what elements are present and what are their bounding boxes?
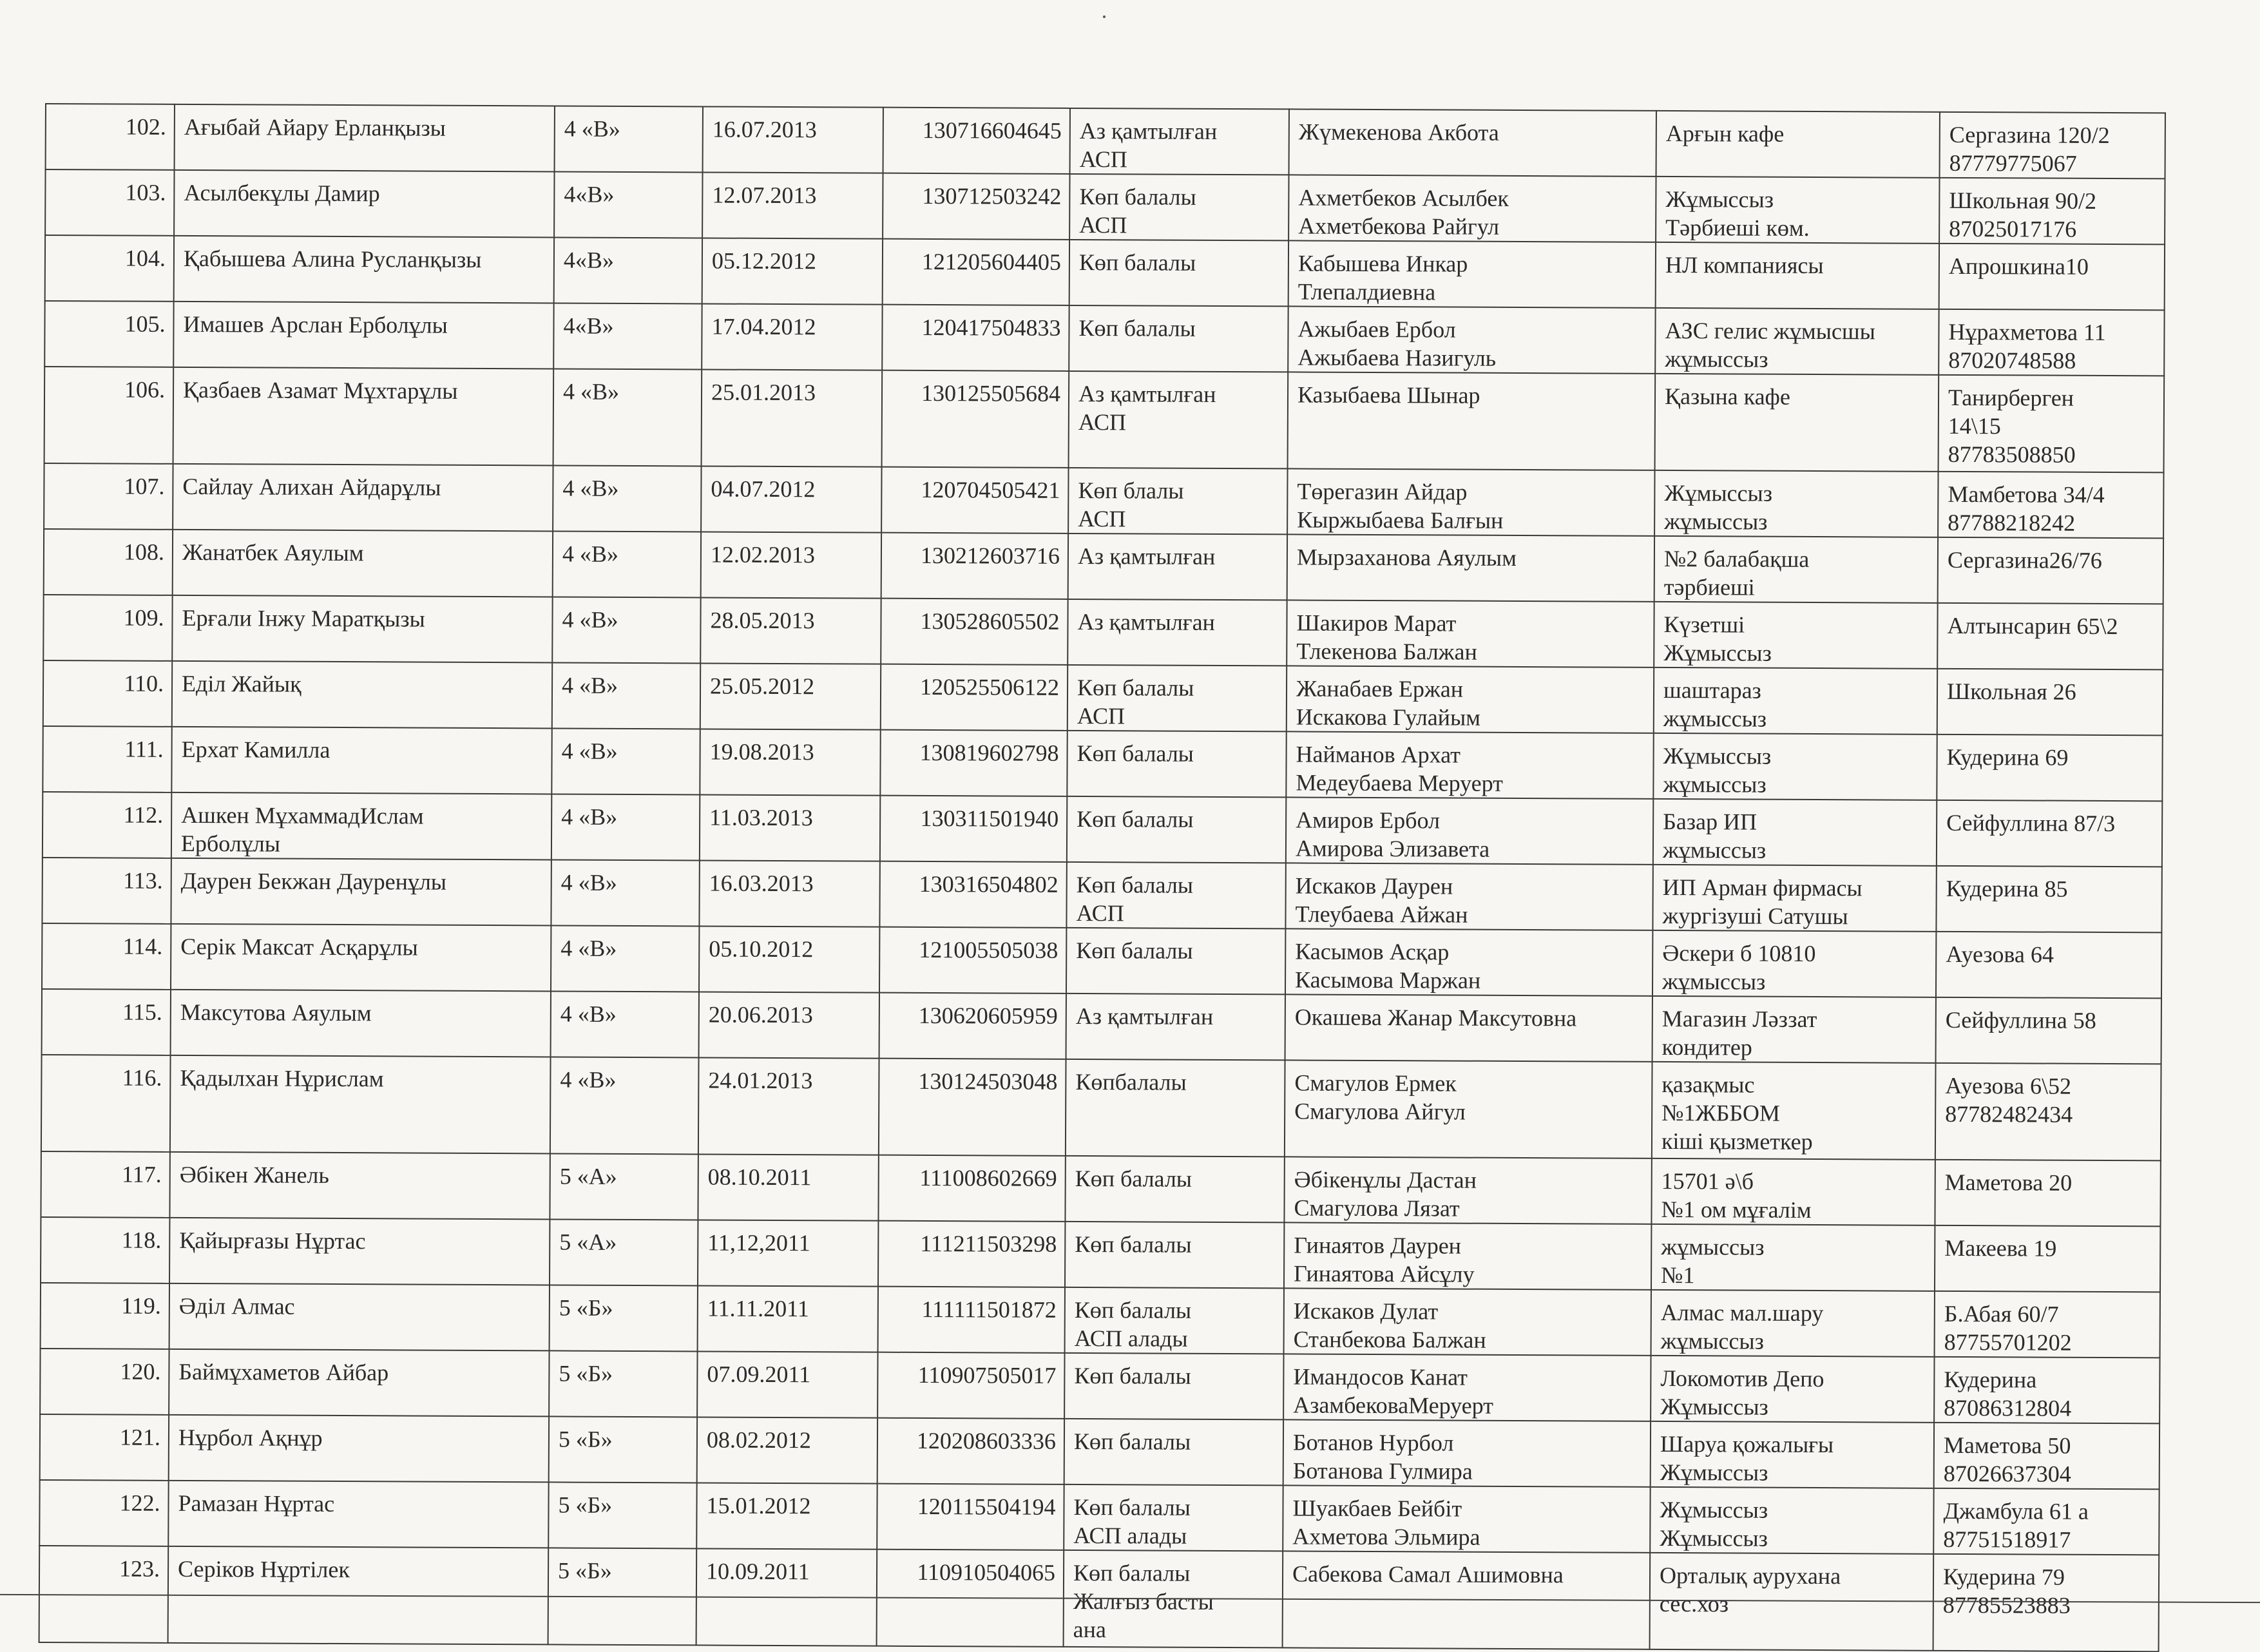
birth-date-cell: 11.03.2013 [700,794,880,861]
parents-names-cell: Касымов Асқар Касымова Маржан [1285,928,1652,995]
row-number-cell: 104. [45,235,174,302]
address-phone-cell: Маметова 50 87026637304 [1934,1423,2159,1490]
student-name-cell: Қазбаев Азамат Мұхтарұлы [173,367,554,466]
family-category-cell: Көп балалы Жалғыз басты ана [1064,1550,1283,1647]
parents-workplace-cell: Әскери б 10810 жұмыссыз [1652,930,1936,997]
table-row [42,923,2161,998]
parents-workplace-cell: Шаруа қожалығы Жұмыссыз [1651,1421,1934,1488]
parents-workplace-cell: Жұмыссыз Жұмыссыз [1650,1487,1933,1554]
row-number-cell: 112. [43,792,171,858]
family-category-cell: Көпбалалы [1066,1059,1285,1157]
student-name-cell: Ашкен МұхаммадИслам Ерболұлы [171,792,551,860]
parents-workplace-cell: Жұмыссыз жұмыссыз [1653,733,1937,800]
class-grade-cell: 5 «А» [550,1153,698,1220]
class-grade-cell: 5 «Б» [549,1416,697,1483]
address-phone-cell: Школьная 26 [1937,669,2163,736]
student-name-cell: Әділ Алмас [169,1283,550,1351]
student-name-cell: Нұрбол Ақнұр [169,1415,549,1483]
student-name-cell: Қадылхан Нұрислам [170,1055,551,1154]
table-row [44,463,2163,538]
parents-names-cell: Мырзаханова Аяулым [1287,534,1654,601]
address-phone-cell: Сейфуллина 87/3 [1937,800,2162,867]
row-number-cell: 116. [41,1055,171,1152]
class-grade-cell: 5 «Б» [548,1482,696,1548]
family-category-cell: Аз қамтылған АСП [1069,371,1288,468]
table-row [44,529,2163,604]
student-name-cell: Ерхат Камилла [171,727,551,794]
iin-number-cell: 120704505421 [881,467,1068,533]
parents-workplace-cell: ИП Арман фирмасы жургізуші Сатушы [1652,865,1936,932]
table-row [41,1283,2160,1358]
parents-workplace-cell: Жұмыссыз жұмыссыз [1654,470,1938,537]
address-phone-cell: Школьная 90/2 87025017176 [1939,178,2165,245]
iin-number-cell: 111111501872 [878,1287,1065,1353]
birth-date-cell: 25.05.2012 [700,663,881,729]
parents-names-cell: Найманов Архат Медеубаева Меруерт [1286,731,1653,798]
class-grade-cell: 4 «В» [551,925,699,992]
row-number-cell: 122. [39,1480,168,1546]
family-category-cell: Көп балалы АСП алады [1064,1484,1283,1551]
iin-number-cell: 121005505038 [879,927,1066,994]
parents-workplace-cell: 15701 ә\б №1 ом мұғалім [1651,1158,1935,1225]
row-number-cell: 108. [44,529,173,595]
iin-number-cell: 120208603336 [877,1418,1064,1484]
birth-date-cell: 20.06.2013 [699,992,879,1058]
birth-date-cell: 08.10.2011 [698,1154,878,1220]
row-number-cell: 105. [44,301,173,367]
table-row [42,858,2161,932]
parents-names-cell: Казыбаева Шынар [1288,372,1656,470]
parents-workplace-cell: жұмыссыз №1 [1651,1224,1935,1291]
family-category-cell: Аз қамтылған [1066,994,1285,1060]
table-row [43,792,2162,867]
student-name-cell: Жанатбек Аяулым [173,530,553,597]
parents-workplace-cell: Базар ИП жұмыссыз [1653,799,1937,866]
student-name-cell: Қабышева Алина Русланқызы [174,236,554,303]
class-grade-cell: 5 «А» [550,1219,698,1285]
class-grade-cell: 4 «В» [551,794,700,860]
birth-date-cell: 19.08.2013 [700,729,880,795]
family-category-cell: Аз қамтылған [1068,533,1287,600]
family-category-cell: Көп балалы [1066,928,1285,994]
student-name-cell: Асылбекұлы Дамир [174,170,554,238]
iin-number-cell: 120417504833 [882,305,1069,371]
class-grade-cell: 4«В» [554,171,702,238]
address-phone-cell: Кудерина 69 [1937,735,2162,802]
birth-date-cell: 15.01.2012 [696,1483,877,1549]
iin-number-cell: 121205604405 [883,239,1069,305]
parents-names-cell: Искаков Дулат Станбекова Балжан [1284,1288,1651,1355]
class-grade-cell: 5 «Б» [549,1350,697,1417]
family-category-cell: Көп балалы [1065,1222,1284,1288]
address-phone-cell: Ауезова 6\52 87782482434 [1935,1063,2161,1161]
class-grade-cell: 4 «В» [552,597,700,663]
address-phone-cell: Кудерина 87086312804 [1934,1357,2159,1424]
parents-workplace-cell: шаштараз жұмыссыз [1654,668,1937,735]
parents-workplace-cell: Алмас мал.шару жұмыссыз [1651,1290,1935,1357]
row-number-cell: 102. [46,104,175,170]
class-grade-cell: 4«В» [554,237,702,303]
address-phone-cell: Б.Абая 60/7 87755701202 [1935,1291,2160,1358]
parents-workplace-cell: НЛ компаниясы [1656,242,1939,309]
address-phone-cell: Танирберген 14\15 87783508850 [1939,375,2165,473]
family-category-cell: Көп балалы АСП [1066,862,1285,928]
iin-number-cell: 130124503048 [879,1059,1066,1156]
iin-number-cell: 130716604645 [883,108,1070,174]
iin-number-cell: 130528605502 [881,599,1068,665]
row-number-cell: 117. [41,1151,169,1218]
iin-number-cell: 130311501940 [880,796,1067,862]
parents-names-cell: Сабекова Самал Ашимовна [1283,1551,1651,1649]
class-grade-cell: 4 «В» [551,860,699,926]
parents-names-cell: Искаков Даурен Тлеубаева Айжан [1285,863,1652,930]
birth-date-cell: 24.01.2013 [698,1057,879,1155]
birth-date-cell: 12.07.2013 [702,172,883,238]
address-phone-cell: Маметова 20 [1935,1160,2160,1227]
table-row [46,104,2165,178]
table-row [39,1480,2159,1555]
table-row [41,1055,2161,1160]
birth-date-cell: 07.09.2011 [697,1351,877,1417]
student-name-cell: Максутова Аяулым [171,990,551,1057]
birth-date-cell: 28.05.2013 [700,597,881,664]
student-name-cell: Серіков Нұртілек [168,1546,549,1645]
student-name-cell: Рамазан Нұртас [168,1481,548,1548]
parents-workplace-cell: АЗС гелис жұмысшы жұмыссыз [1655,308,1939,375]
birth-date-cell: 11,12,2011 [698,1220,878,1286]
birth-date-cell: 10.09.2011 [696,1548,877,1646]
row-number-cell: 119. [41,1283,169,1349]
row-number-cell: 109. [43,595,172,661]
parents-workplace-cell: Жұмыссыз Тәрбиеші көм. [1656,177,1939,244]
birth-date-cell: 11.11.2011 [698,1285,878,1352]
table-row [41,1217,2160,1292]
address-phone-cell: Мамбетова 34/4 87788218242 [1938,472,2163,539]
parents-workplace-cell: Қазына кафе [1655,374,1939,472]
address-phone-cell: Джамбула 61 а 87751518917 [1933,1488,2159,1555]
row-number-cell: 107. [44,463,173,530]
iin-number-cell: 111008602669 [878,1155,1065,1222]
parents-names-cell: Смагулов Ермек Смагулова Айгул [1285,1060,1652,1158]
address-phone-cell: Апрошкина10 [1939,244,2165,311]
student-name-cell: Даурен Бекжан Дауренұлы [171,858,551,926]
iin-number-cell: 130712503242 [883,173,1069,240]
class-grade-cell: 4 «В» [553,531,701,597]
row-number-cell: 113. [42,858,171,924]
student-name-cell: Қайырғазы Нұртас [169,1218,550,1285]
table-row [40,1414,2159,1489]
table-row [43,660,2163,735]
parents-names-cell: Ахметбеков Асылбек Ахметбекова Райгул [1288,175,1656,242]
parents-names-cell: Амиров Ербол Амирова Элизавета [1286,797,1653,864]
student-name-cell: Еділ Жайық [172,661,552,729]
row-number-cell: 118. [41,1217,169,1283]
birth-date-cell: 25.01.2013 [702,369,883,466]
row-number-cell: 110. [43,660,172,727]
table-row [42,989,2161,1064]
address-phone-cell: Макеева 19 [1935,1225,2160,1292]
parents-names-cell: Ажыбаев Ербол Ажыбаева Назигуль [1288,306,1655,373]
birth-date-cell: 05.12.2012 [702,238,883,304]
parents-workplace-cell: Арғын кафе [1656,111,1940,178]
parents-names-cell: Әбікенұлы Дастан Смагулова Лязат [1284,1157,1651,1224]
class-grade-cell: 4 «В» [552,662,700,729]
iin-number-cell: 110910504065 [877,1550,1064,1647]
class-grade-cell: 4«В» [553,303,702,369]
roster-body [39,104,2165,1651]
parents-names-cell: Ботанов Нурбол Ботанова Гулмира [1283,1419,1651,1486]
birth-date-cell: 16.07.2013 [703,106,883,173]
family-category-cell: Аз қамтылған [1068,599,1287,666]
parents-names-cell: Окашева Жанар Максутовна [1285,994,1652,1061]
table-row [45,169,2165,244]
iin-number-cell: 130212603716 [881,533,1068,599]
family-category-cell: Көп блалы АСП [1068,468,1287,534]
parents-workplace-cell: №2 балабақша тәрбиеші [1654,536,1938,603]
table-row [44,301,2164,376]
row-number-cell: 111. [43,726,171,792]
class-grade-cell: 4 «В» [553,465,701,532]
scan-speck [1103,15,1106,18]
row-number-cell: 120. [40,1349,169,1415]
row-number-cell: 114. [42,923,171,990]
parents-workplace-cell: Локомотив Депо Жұмыссыз [1651,1356,1934,1423]
student-name-cell: Ағыбай Айару Ерланқызы [175,104,555,172]
parents-names-cell: Төрегазин Айдар Кыржыбаева Балғын [1287,468,1654,535]
parents-names-cell: Имандосов Канат АзамбековаМеруерт [1283,1354,1651,1421]
row-number-cell: 103. [45,169,174,236]
family-category-cell: Көп балалы [1065,1156,1284,1222]
table-row [41,1151,2160,1226]
family-category-cell: Көп балалы [1064,1419,1283,1485]
class-grade-cell: 4 «В» [553,369,702,466]
family-category-cell: Көп балалы АСП [1068,665,1287,731]
address-phone-cell: Сейфуллина 58 [1936,997,2161,1064]
address-phone-cell: Кудерина 79 87785523883 [1933,1554,2159,1652]
class-grade-cell: 4 «В» [551,991,699,1057]
student-name-cell: Серік Максат Асқарұлы [171,924,551,992]
birth-date-cell: 05.10.2012 [699,926,879,992]
table-row [43,595,2163,669]
iin-number-cell: 111211503298 [878,1221,1065,1287]
iin-number-cell: 130125505684 [882,370,1069,468]
address-phone-cell: Ауезова 64 [1936,932,2161,999]
iin-number-cell: 120115504194 [877,1484,1064,1550]
birth-date-cell: 12.02.2013 [701,532,881,598]
row-number-cell: 121. [40,1414,169,1481]
family-category-cell: Көп балалы [1064,1353,1283,1419]
student-name-cell: Баймұхаметов Айбар [169,1349,549,1417]
student-name-cell: Имашев Арслан Ерболұлы [173,302,553,369]
parents-names-cell: Кабышева Инкар Тлепалдиевна [1288,240,1656,307]
parents-names-cell: Жанабаев Ержан Искакова Гулайым [1287,666,1654,733]
parents-workplace-cell: қазақмыс №1ЖББОМ кіші қызметкер [1652,1062,1936,1160]
parents-names-cell: Шакиров Марат Тлекенова Балжан [1287,600,1654,667]
address-phone-cell: Кудерина 85 [1936,866,2161,933]
table-row [44,367,2165,472]
address-phone-cell: Нұрахметова 11 87020748588 [1939,309,2164,376]
table-row [43,726,2162,801]
iin-number-cell: 130620605959 [879,993,1066,1059]
address-phone-cell: Алтынсарин 65\2 [1937,603,2163,670]
parents-names-cell: Жүмекенова Акбота [1289,109,1656,176]
birth-date-cell: 16.03.2013 [699,860,879,927]
parents-names-cell: Гинаятов Даурен Гинаятова Айсұлу [1284,1222,1651,1289]
student-name-cell: Әбікен Жанель [169,1152,550,1220]
row-number-cell: 123. [39,1546,169,1643]
birth-date-cell: 08.02.2012 [697,1417,877,1483]
table-row [40,1349,2159,1423]
family-category-cell: Көп балалы [1069,305,1288,372]
parents-names-cell: Шуакбаев Бейбіт Ахметова Эльмира [1283,1485,1650,1552]
row-number-cell: 115. [42,989,171,1055]
family-category-cell: Көп балалы АСП [1069,174,1288,240]
student-name-cell: Ерғали Інжу Маратқызы [172,595,552,663]
parents-workplace-cell: Орталық аурухана сес.хоз [1650,1553,1934,1651]
parents-workplace-cell: Магазин Ләззат кондитер [1652,996,1936,1063]
class-grade-cell: 4 «В» [551,728,700,794]
family-category-cell: Көп балалы [1069,240,1288,306]
class-grade-cell: 4 «В» [550,1057,699,1154]
iin-number-cell: 130316504802 [879,861,1066,928]
address-phone-cell: Сергазина 120/2 87779775067 [1940,112,2165,179]
family-category-cell: Аз қамтылған АСП [1070,108,1289,175]
birth-date-cell: 04.07.2012 [701,466,881,532]
row-number-cell: 106. [44,367,174,464]
class-grade-cell: 5 «Б» [548,1548,697,1645]
iin-number-cell: 110907505017 [877,1352,1064,1419]
iin-number-cell: 120525506122 [881,664,1068,731]
table-row [45,235,2165,310]
family-category-cell: Көп балалы [1067,731,1286,797]
parents-workplace-cell: Күзетші Жұмыссыз [1654,602,1937,669]
student-roster-table [39,103,2166,1652]
class-grade-cell: 5 «Б» [550,1285,698,1351]
address-phone-cell: Сергазина26/76 [1938,537,2163,604]
family-category-cell: Көп балалы АСП алады [1065,1287,1284,1354]
student-name-cell: Сайлау Алихан Айдарұлы [173,464,553,532]
class-grade-cell: 4 «В» [555,106,703,172]
birth-date-cell: 17.04.2012 [702,303,882,370]
family-category-cell: Көп балалы [1067,796,1286,863]
iin-number-cell: 130819602798 [880,730,1067,796]
